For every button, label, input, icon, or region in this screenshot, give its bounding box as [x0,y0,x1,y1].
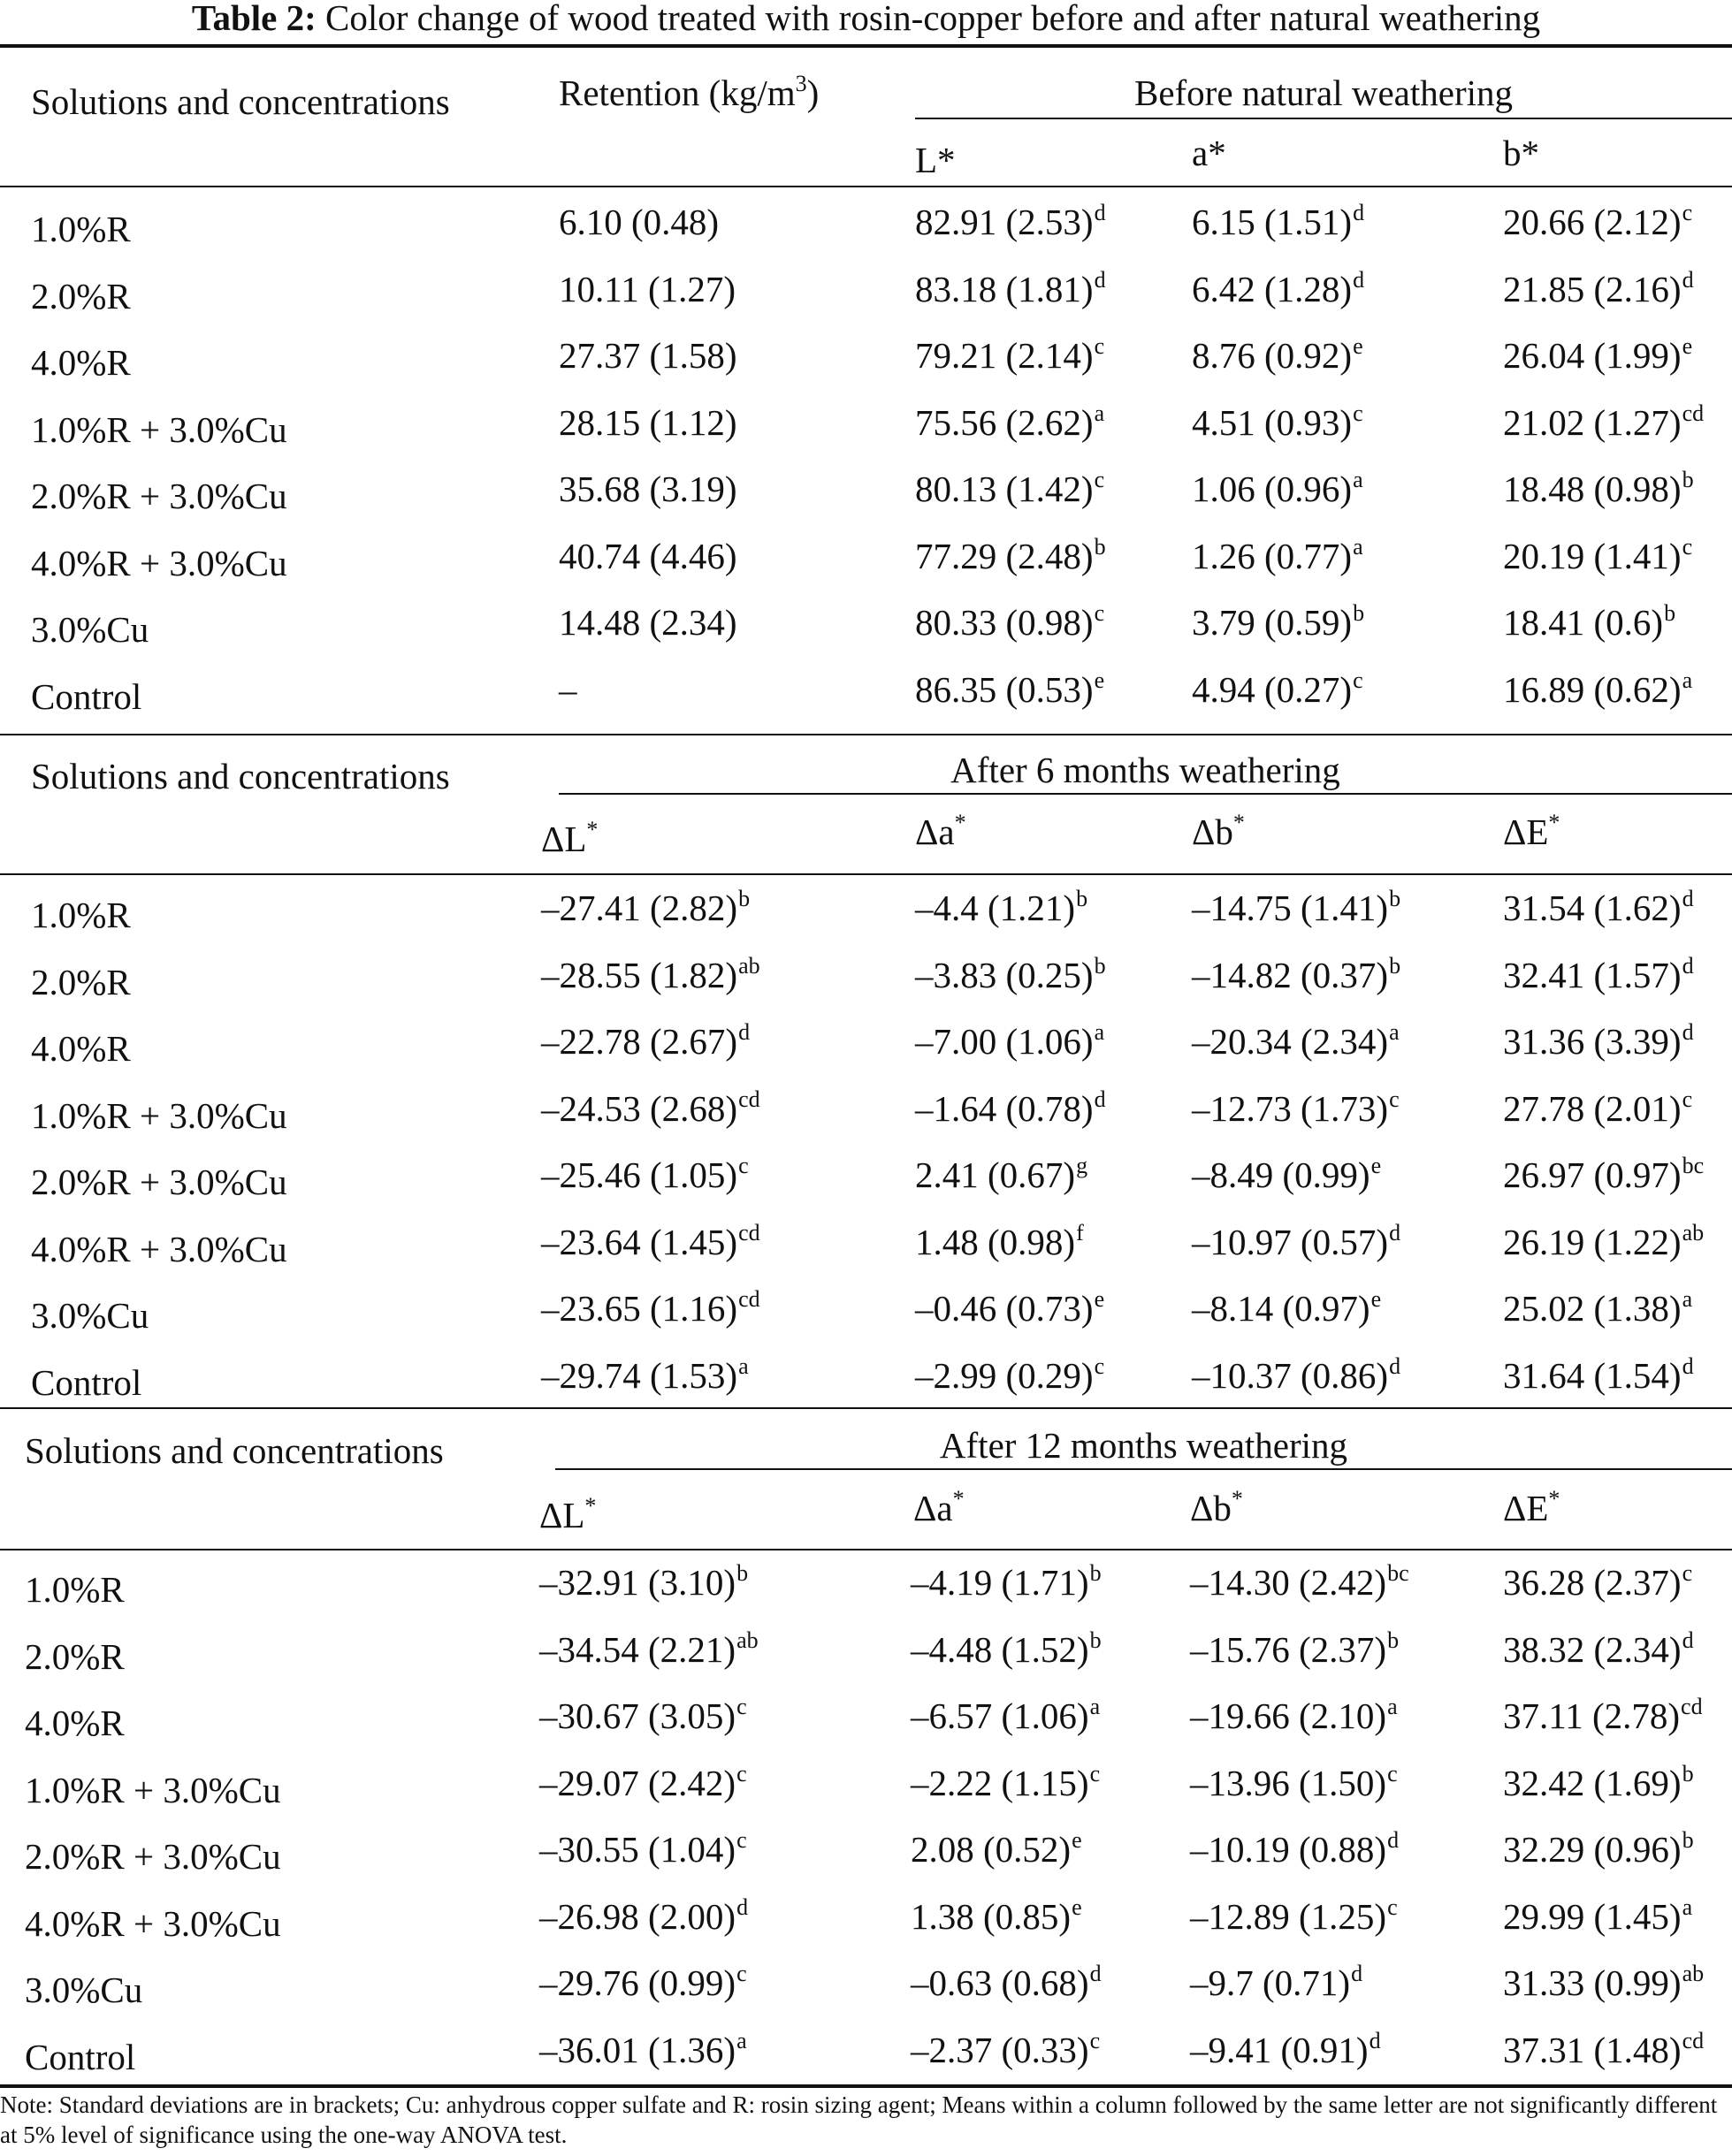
row-label: 2.0%R + 3.0%Cu [31,476,287,516]
L-value: 80.13 $(1.42)^c$ [915,467,1105,509]
section-rule-12m [0,1407,1732,1409]
row-label: 4.0%R [31,342,131,383]
row-header-12m: Solutions and concentrations [25,1430,444,1471]
da-value: –2.99 $(0.29)^c$ [915,1352,1105,1396]
group-header-6m: After 6 months weathering [950,750,1340,790]
col-header-L: L* [915,140,956,180]
retention-value: 27.37 (1.58) [559,335,737,376]
section-rule-6m [0,734,1732,735]
row-label: 4.0%R + 3.0%Cu [31,542,287,583]
a-value: 1.06 $(0.96)^a$ [1192,467,1363,509]
row-label: Control [25,2036,136,2077]
header-rule-6m [0,873,1732,875]
da-value: 1.48 $(0.98)^f$ [915,1219,1084,1262]
da-value: –0.46 $(0.73)^e$ [915,1286,1105,1329]
dE-value: 38.32 $(2.34)^d$ [1503,1627,1694,1670]
dL-value: –30.67 $(3.05)^c$ [539,1694,747,1736]
col-header-da: Δa* [915,810,966,852]
db-value: –20.34 $(2.34)^a$ [1192,1019,1400,1062]
dL-value: –22.78 $(2.67)^d$ [541,1019,751,1062]
row-label: 2.0%R + 3.0%Cu [31,1162,287,1202]
row-label: 4.0%R + 3.0%Cu [25,1902,281,1944]
row-label: 2.0%R [31,961,131,1002]
b-value: 18.48 $(0.98)^b$ [1503,467,1694,509]
col-header-db: Δb* [1192,810,1245,852]
db-value: –14.75 $(1.41)^b$ [1192,886,1401,928]
L-value: 79.21 $(2.14)^c$ [915,333,1105,376]
col-header-db: Δb* [1190,1486,1243,1528]
dL-value: –27.41 $(2.82)^b$ [541,886,751,928]
top-rule [0,44,1732,48]
db-value: –12.89 $(1.25)^c$ [1190,1893,1398,1937]
col-header-dL: ΔL* [541,817,599,859]
db-value: –13.96 $(1.50)^c$ [1190,1760,1398,1803]
retention-value: 10.11 (1.27) [559,268,736,309]
a-value: 1.26 $(0.77)^a$ [1192,533,1363,576]
col-header-a: a* [1192,133,1226,173]
group-rule-before [915,118,1732,119]
row-label: 2.0%R [31,275,131,316]
row-label: 1.0%R + 3.0%Cu [31,408,287,450]
col-header-dE: ΔE* [1503,810,1560,852]
a-value: 4.51 $(0.93)^c$ [1192,400,1363,443]
da-value: –2.22 $(1.15)^c$ [911,1760,1101,1803]
da-value: 1.38 $(0.85)^e$ [911,1893,1082,1937]
da-value: 2.08 $(0.52)^e$ [911,1827,1082,1870]
b-value: 18.41 $(0.6)^b$ [1503,600,1676,643]
dE-value: 36.28 $(2.37)^c$ [1503,1560,1693,1603]
dL-value: –28.55 $(1.82)^{ab}$ [541,952,760,995]
row-label: Control [31,675,142,717]
da-value: –7.00 $(1.06)^a$ [915,1019,1105,1062]
row-header-before: Solutions and concentrations [31,81,450,122]
table-note: Note: Standard deviations are in brackets; Cu: anhydrous copper sulfate and R: rosin sizing agent; Means within a column followed by the same letter are not significantly different at 5% level of significance using the one-way ANOVA test. [0,2091,1718,2148]
group-header-12m: After 12 months weathering [939,1425,1348,1466]
group-rule-12m [555,1468,1732,1470]
db-value: –14.30 $(2.42)^{bc}$ [1190,1560,1409,1603]
dE-value: 26.19 $(1.22)^{ab}$ [1503,1219,1705,1262]
db-value: –12.73 $(1.73)^c$ [1192,1086,1400,1129]
da-value: –6.57 $(1.06)^a$ [911,1694,1101,1736]
dL-value: –26.98 $(2.00)^d$ [539,1893,749,1937]
row-label: 2.0%R [25,1635,125,1677]
dE-value: 27.78 $(2.01)^c$ [1503,1086,1693,1129]
db-value: –10.19 $(0.88)^d$ [1190,1827,1400,1870]
row-label: 1.0%R + 3.0%Cu [31,1094,287,1136]
dL-value: –32.91 $(3.10)^b$ [539,1560,749,1603]
dL-value: –25.46 $(1.05)^c$ [541,1153,749,1195]
db-value: –19.66 $(2.10)^a$ [1190,1694,1398,1736]
db-value: –14.82 $(0.37)^b$ [1192,952,1401,995]
dL-value: –30.55 $(1.04)^c$ [539,1827,747,1870]
dL-value: –23.65 $(1.16)^{cd}$ [541,1286,760,1329]
dE-value: 37.11 $(2.78)^{cd}$ [1503,1694,1703,1736]
dE-value: 31.33 $(0.99)^{ab}$ [1503,1961,1705,2003]
dL-value: –24.53 $(2.68)^{cd}$ [541,1086,760,1129]
dE-value: 37.31 $(1.48)^{cd}$ [1503,2027,1705,2070]
dE-value: 26.97 $(0.97)^{bc}$ [1503,1153,1705,1195]
da-value: –3.83 $(0.25)^b$ [915,952,1106,995]
db-value: –15.76 $(2.37)^b$ [1190,1627,1400,1670]
bottom-rule [0,2084,1732,2088]
a-value: 6.42 $(1.28)^d$ [1192,266,1365,309]
dE-value: 31.54 $(1.62)^d$ [1503,886,1694,928]
db-value: –10.37 $(0.86)^d$ [1192,1352,1401,1396]
dE-value: 31.64 $(1.54)^d$ [1503,1352,1694,1396]
db-value: –10.97 $(0.57)^d$ [1192,1219,1401,1262]
dE-value: 29.99 $(1.45)^a$ [1503,1893,1693,1937]
a-value: 4.94 $(0.27)^c$ [1192,667,1363,710]
da-value: 2.41 $(0.67)^g$ [915,1153,1088,1195]
dE-value: 31.36 $(3.39)^d$ [1503,1019,1694,1062]
row-label: 4.0%R [31,1028,131,1069]
col-header-b: b* [1503,133,1539,173]
row-label: Control [31,1361,142,1403]
row-label: 4.0%R [25,1703,125,1743]
dE-value: 32.29 $(0.96)^b$ [1503,1827,1694,1870]
L-value: 80.33 $(0.98)^c$ [915,600,1105,643]
col-header-dE: ΔE* [1503,1486,1560,1528]
col-header-dL: ΔL* [539,1493,597,1535]
retention-value: – [559,668,577,710]
row-label: 1.0%R + 3.0%Cu [25,1769,281,1810]
a-value: 3.79 $(0.59)^b$ [1192,600,1365,643]
retention-value: 40.74 (4.46) [559,535,737,576]
db-value: –9.41 $(0.91)^d$ [1190,2027,1381,2070]
dE-value: 25.02 $(1.38)^a$ [1503,1286,1693,1329]
b-value: 16.89 $(0.62)^a$ [1503,667,1693,710]
da-value: –4.48 $(1.52)^b$ [911,1627,1102,1670]
L-value: 83.18 $(1.81)^d$ [915,266,1106,309]
dL-value: –36.01 $(1.36)^a$ [539,2027,747,2070]
row-label: 2.0%R + 3.0%Cu [25,1836,281,1877]
da-value: –1.64 $(0.78)^d$ [915,1086,1106,1129]
L-value: 75.56 $(2.62)^a$ [915,400,1105,443]
row-label: 3.0%Cu [25,1969,143,2010]
dL-value: –29.74 $(1.53)^a$ [541,1352,749,1396]
b-value: 20.19 $(1.41)^c$ [1503,533,1693,576]
row-label: 1.0%R [31,209,131,249]
a-value: 8.76 $(0.92)^e$ [1192,333,1363,376]
retention-value: 35.68 (3.19) [559,469,737,509]
L-value: 86.35 $(0.53)^e$ [915,667,1105,710]
retention-value: 14.48 (2.34) [559,602,737,643]
dE-value: 32.41 $(1.57)^d$ [1503,952,1694,995]
retention-value: 6.10 (0.48) [559,202,720,242]
col-header-da: Δa* [913,1486,965,1528]
da-value: –0.63 $(0.68)^d$ [911,1961,1102,2003]
row-label: 1.0%R [31,895,131,935]
retention-value: 28.15 (1.12) [559,401,737,443]
db-value: –9.7 $(0.71)^d$ [1190,1961,1363,2003]
dL-value: –29.07 $(2.42)^c$ [539,1760,747,1803]
da-value: –2.37 $(0.33)^c$ [911,2027,1101,2070]
dE-value: 32.42 $(1.69)^b$ [1503,1760,1694,1803]
table-title: Color change of wood treated with rosin-copper before and after natural weathering [325,0,1541,38]
L-value: 82.91 $(2.53)^d$ [915,200,1106,242]
row-label: 1.0%R [25,1569,125,1610]
table-caption [0,0,1732,38]
row-label: 3.0%Cu [31,609,149,650]
b-value: 20.66 $(2.12)^c$ [1503,200,1693,242]
dL-value: –23.64 $(1.45)^{cd}$ [541,1219,760,1262]
dL-value: –29.76 $(0.99)^c$ [539,1961,747,2003]
row-label: 3.0%Cu [31,1295,149,1336]
table-number: Table 2: [191,0,317,38]
b-value: 21.85 $(2.16)^d$ [1503,266,1694,309]
a-value: 6.15 $(1.51)^d$ [1192,200,1365,242]
retention-header: Retention $(kg/m^3)$ [559,71,820,113]
b-value: 26.04 $(1.99)^e$ [1503,333,1693,376]
group-header-before: Before natural weathering [1133,72,1514,113]
header-rule-before [0,186,1732,187]
row-header-6m: Solutions and concentrations [31,756,450,796]
da-value: –4.19 $(1.71)^b$ [911,1560,1102,1603]
db-value: –8.49 $(0.99)^e$ [1192,1153,1382,1195]
b-value: 21.02 $(1.27)^{cd}$ [1503,400,1705,443]
dL-value: –34.54 $(2.21)^{ab}$ [539,1627,759,1670]
db-value: –8.14 $(0.97)^e$ [1192,1286,1382,1329]
header-rule-12m [0,1549,1732,1550]
L-value: 77.29 $(2.48)^b$ [915,533,1106,576]
da-value: –4.4 $(1.21)^b$ [915,886,1088,928]
row-label: 4.0%R + 3.0%Cu [31,1228,287,1269]
group-rule-6m [559,793,1732,795]
